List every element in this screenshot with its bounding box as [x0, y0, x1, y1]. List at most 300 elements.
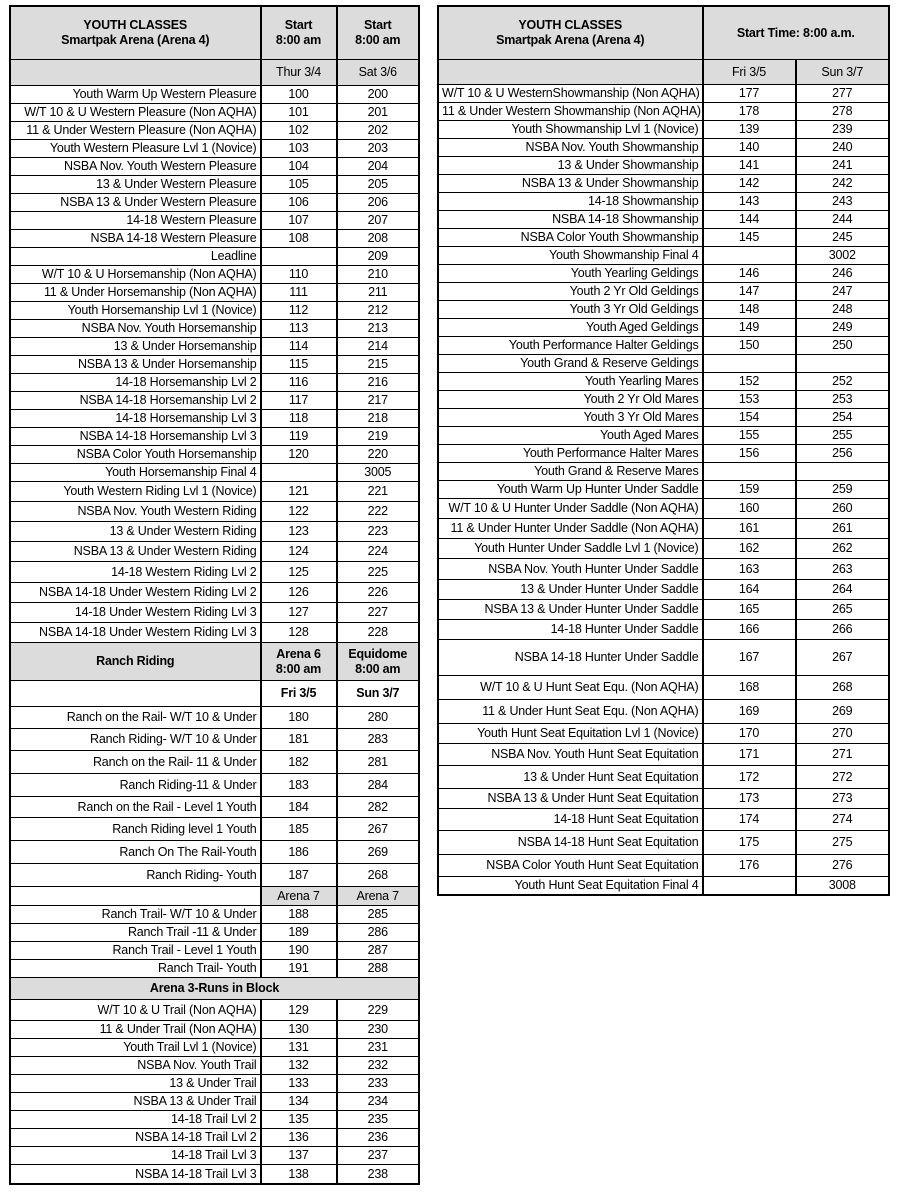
right-class-number-1: 167: [703, 640, 796, 676]
arena3-class-name: NSBA 14-18 Trail Lvl 3: [11, 1165, 261, 1184]
right-row: [439, 211, 889, 229]
arena7-blank: [11, 887, 261, 906]
right-row: [439, 391, 889, 409]
ranch-class-number-2: 284: [337, 774, 419, 797]
right-class-number-2: 262: [796, 539, 889, 559]
right-start-time: Start Time: 8:00 a.m.: [703, 7, 889, 60]
left-row: [11, 320, 419, 338]
right-row: [439, 229, 889, 247]
right-row: [439, 700, 889, 724]
arena3-class-name: NSBA 13 & Under Trail: [11, 1093, 261, 1111]
right-class-number-1: 142: [703, 175, 796, 193]
right-day2: Sun 3/7: [796, 60, 889, 85]
left-class-number-2: 210: [337, 266, 419, 284]
trail-class-name: Ranch Trail- Youth: [11, 960, 261, 978]
left-class-number-2: 203: [337, 140, 419, 158]
right-class-number-1: 160: [703, 499, 796, 519]
left-class-number-1: [261, 464, 337, 482]
ranch-row: [11, 707, 419, 729]
right-class-number-1: 177: [703, 85, 796, 103]
left-class-name: NSBA Nov. Youth Horsemanship: [11, 320, 261, 338]
left-row: [11, 583, 419, 603]
left-class-number-1: 123: [261, 522, 337, 542]
left-class-number-2: 201: [337, 104, 419, 122]
left-row: [11, 482, 419, 502]
arena3-class-name: W/T 10 & U Trail (Non AQHA): [11, 1000, 261, 1021]
left-row: [11, 194, 419, 212]
left-row: [11, 562, 419, 583]
arena3-row: [11, 1165, 419, 1184]
trail-class-number-1: 190: [261, 942, 337, 960]
arena3-class-number-2: 230: [337, 1021, 419, 1039]
left-row: [11, 464, 419, 482]
right-class-number-1: 168: [703, 676, 796, 700]
right-day-row: [439, 60, 889, 85]
right-class-number-2: 273: [796, 789, 889, 809]
right-class-number-2: 243: [796, 193, 889, 211]
right-row: [439, 265, 889, 283]
left-row: [11, 302, 419, 320]
right-class-number-1: [703, 877, 796, 895]
left-class-number-1: 108: [261, 230, 337, 248]
left-day1: Thur 3/4: [261, 60, 337, 86]
right-class-name: 13 & Under Showmanship: [439, 157, 703, 175]
arena3-class-number-1: 138: [261, 1165, 337, 1184]
arena3-class-number-1: 136: [261, 1129, 337, 1147]
right-class-name: Youth Grand & Reserve Geldings: [439, 355, 703, 373]
left-schedule-table: [10, 6, 419, 1184]
right-row: [439, 175, 889, 193]
left-class-name: NSBA 13 & Under Horsemanship: [11, 356, 261, 374]
right-row: [439, 789, 889, 809]
arena7-row: [11, 887, 419, 906]
left-class-number-2: 204: [337, 158, 419, 176]
right-class-name: Youth Hunt Seat Equitation Final 4: [439, 877, 703, 895]
right-row: [439, 319, 889, 337]
arena3-class-number-2: 236: [337, 1129, 419, 1147]
right-row: [439, 121, 889, 139]
arena3-class-number-2: 238: [337, 1165, 419, 1184]
ranch-class-number-2: 267: [337, 818, 419, 841]
left-header-title-cell: [11, 7, 261, 60]
left-row: [11, 212, 419, 230]
left-start-col1: [261, 7, 337, 60]
right-class-number-2: 270: [796, 724, 889, 744]
arena3-row: [11, 1021, 419, 1039]
right-class-name: NSBA 14-18 Hunt Seat Equitation: [439, 831, 703, 855]
arena3-class-number-2: 232: [337, 1057, 419, 1075]
right-class-name: W/T 10 & U Hunt Seat Equ. (Non AQHA): [439, 676, 703, 700]
right-row: [439, 559, 889, 580]
arena3-row: [11, 1000, 419, 1021]
trail-row: [11, 960, 419, 978]
right-class-number-1: 164: [703, 580, 796, 600]
left-class-name: NSBA Nov. Youth Western Pleasure: [11, 158, 261, 176]
right-class-number-1: 165: [703, 600, 796, 620]
left-class-name: 14-18 Horsemanship Lvl 3: [11, 410, 261, 428]
right-class-name: 14-18 Hunter Under Saddle: [439, 620, 703, 640]
right-class-number-2: 275: [796, 831, 889, 855]
ranch-class-name: Ranch on the Rail - Level 1 Youth: [11, 797, 261, 818]
trail-class-number-2: 286: [337, 924, 419, 942]
left-class-number-2: 226: [337, 583, 419, 603]
right-class-number-1: 153: [703, 391, 796, 409]
right-class-number-2: 249: [796, 319, 889, 337]
right-row: [439, 463, 889, 481]
left-class-number-1: 115: [261, 356, 337, 374]
left-row: [11, 176, 419, 194]
arena3-header-row: [11, 978, 419, 1000]
ranch-day-row: [11, 681, 419, 707]
right-row: [439, 103, 889, 121]
arena3-class-number-1: 133: [261, 1075, 337, 1093]
right-class-number-2: 246: [796, 265, 889, 283]
arena3-class-number-2: 235: [337, 1111, 419, 1129]
left-row: [11, 248, 419, 266]
left-class-name: NSBA 14-18 Western Pleasure: [11, 230, 261, 248]
right-class-number-1: 154: [703, 409, 796, 427]
arena3-class-number-1: 129: [261, 1000, 337, 1021]
left-row: [11, 104, 419, 122]
right-class-number-2: 250: [796, 337, 889, 355]
arena3-class-number-1: 135: [261, 1111, 337, 1129]
left-start-col2-bot: 8:00 am: [355, 33, 401, 47]
right-row: [439, 247, 889, 265]
ranch-day2: Sun 3/7: [337, 681, 419, 707]
arena7-col1: Arena 7: [261, 887, 337, 906]
ranch-class-name: Ranch on the Rail- W/T 10 & Under: [11, 707, 261, 729]
left-class-name: NSBA 14-18 Horsemanship Lvl 3: [11, 428, 261, 446]
right-class-number-1: 141: [703, 157, 796, 175]
right-class-name: Youth 3 Yr Old Geldings: [439, 301, 703, 319]
arena7-col2: Arena 7: [337, 887, 419, 906]
ranch-col2-line1: Equidome: [348, 646, 408, 661]
left-class-number-2: 3005: [337, 464, 419, 482]
left-class-name: NSBA 13 & Under Western Pleasure: [11, 194, 261, 212]
right-header-title-cell: [439, 7, 703, 60]
right-class-name: W/T 10 & U WesternShowmanship (Non AQHA): [439, 85, 703, 103]
left-class-number-2: 206: [337, 194, 419, 212]
trail-class-number-1: 191: [261, 960, 337, 978]
right-header-title: YOUTH CLASSES: [518, 18, 623, 32]
right-class-number-1: 173: [703, 789, 796, 809]
right-row: [439, 193, 889, 211]
left-class-number-2: 200: [337, 86, 419, 104]
ranch-col2: [337, 643, 419, 681]
left-row: [11, 356, 419, 374]
ranch-class-number-2: 283: [337, 729, 419, 751]
right-class-number-1: 148: [703, 301, 796, 319]
arena3-class-number-2: 237: [337, 1147, 419, 1165]
left-class-name: NSBA Nov. Youth Western Riding: [11, 502, 261, 522]
ranch-day1: Fri 3/5: [261, 681, 337, 707]
ranch-row: [11, 841, 419, 864]
right-row: [439, 580, 889, 600]
ranch-class-name: Ranch Riding- W/T 10 & Under: [11, 729, 261, 751]
trail-class-number-1: 188: [261, 906, 337, 924]
right-class-name: 11 & Under Western Showmanship (Non AQHA): [439, 103, 703, 121]
left-class-name: 14-18 Western Pleasure: [11, 212, 261, 230]
right-class-number-2: 276: [796, 855, 889, 877]
left-class-name: NSBA 14-18 Under Western Riding Lvl 2: [11, 583, 261, 603]
right-class-number-2: 271: [796, 744, 889, 766]
left-class-name: NSBA Color Youth Horsemanship: [11, 446, 261, 464]
right-class-number-2: 242: [796, 175, 889, 193]
right-class-number-2: 268: [796, 676, 889, 700]
left-header-arena: Smartpak Arena (Arena 4): [61, 33, 210, 47]
right-row: [439, 481, 889, 499]
left-class-number-1: 121: [261, 482, 337, 502]
right-row: [439, 877, 889, 895]
right-class-name: 11 & Under Hunt Seat Equ. (Non AQHA): [439, 700, 703, 724]
right-class-number-2: 266: [796, 620, 889, 640]
left-start-col2-top: Start: [364, 18, 392, 32]
left-row: [11, 542, 419, 562]
right-row: [439, 600, 889, 620]
left-row: [11, 266, 419, 284]
right-class-name: Youth Yearling Mares: [439, 373, 703, 391]
left-class-number-2: 213: [337, 320, 419, 338]
right-class-name: Youth Hunt Seat Equitation Lvl 1 (Novice): [439, 724, 703, 744]
right-class-name: 13 & Under Hunter Under Saddle: [439, 580, 703, 600]
left-start-col1-bot: 8:00 am: [275, 33, 322, 47]
ranch-class-number-1: 180: [261, 707, 337, 729]
left-class-name: W/T 10 & U Horsemanship (Non AQHA): [11, 266, 261, 284]
arena3-title: Arena 3-Runs in Block: [11, 978, 419, 1000]
left-class-name: Youth Horsemanship Final 4: [11, 464, 261, 482]
arena3-class-name: 11 & Under Trail (Non AQHA): [11, 1021, 261, 1039]
ranch-title: Ranch Riding: [11, 643, 261, 681]
left-row: [11, 284, 419, 302]
right-class-name: Youth Performance Halter Geldings: [439, 337, 703, 355]
right-class-number-1: 174: [703, 809, 796, 831]
right-class-number-2: 263: [796, 559, 889, 580]
left-class-number-2: 224: [337, 542, 419, 562]
right-class-number-1: 162: [703, 539, 796, 559]
left-class-name: Leadline: [11, 248, 261, 266]
left-class-number-1: 128: [261, 623, 337, 643]
right-class-number-1: 149: [703, 319, 796, 337]
right-class-name: Youth Grand & Reserve Mares: [439, 463, 703, 481]
trail-class-number-2: 288: [337, 960, 419, 978]
ranch-class-name: Ranch on the Rail- 11 & Under: [11, 751, 261, 774]
left-class-number-2: 215: [337, 356, 419, 374]
right-class-number-1: 166: [703, 620, 796, 640]
left-class-number-2: 219: [337, 428, 419, 446]
right-class-number-2: 264: [796, 580, 889, 600]
right-row: [439, 724, 889, 744]
trail-class-number-1: 189: [261, 924, 337, 942]
left-class-number-1: 127: [261, 603, 337, 623]
left-row: [11, 140, 419, 158]
left-class-number-1: 113: [261, 320, 337, 338]
left-class-number-1: 120: [261, 446, 337, 464]
right-day1: Fri 3/5: [703, 60, 796, 85]
left-class-number-1: [261, 248, 337, 266]
arena3-row: [11, 1039, 419, 1057]
left-class-number-1: 112: [261, 302, 337, 320]
arena3-row: [11, 1111, 419, 1129]
left-class-number-1: 118: [261, 410, 337, 428]
right-row: [439, 409, 889, 427]
trail-class-name: Ranch Trail - Level 1 Youth: [11, 942, 261, 960]
left-row: [11, 392, 419, 410]
right-row: [439, 744, 889, 766]
left-class-name: NSBA 13 & Under Western Riding: [11, 542, 261, 562]
left-class-number-1: 106: [261, 194, 337, 212]
right-class-name: Youth Aged Geldings: [439, 319, 703, 337]
left-class-number-2: 202: [337, 122, 419, 140]
ranch-class-name: Ranch Riding level 1 Youth: [11, 818, 261, 841]
left-class-number-1: 103: [261, 140, 337, 158]
left-row: [11, 86, 419, 104]
right-row: [439, 445, 889, 463]
right-class-number-2: 244: [796, 211, 889, 229]
right-class-name: NSBA Nov. Youth Hunter Under Saddle: [439, 559, 703, 580]
left-class-number-2: 212: [337, 302, 419, 320]
left-row: [11, 603, 419, 623]
ranch-class-number-2: 280: [337, 707, 419, 729]
right-class-number-1: 144: [703, 211, 796, 229]
right-class-number-1: 170: [703, 724, 796, 744]
left-class-number-1: 117: [261, 392, 337, 410]
left-class-name: 14-18 Under Western Riding Lvl 3: [11, 603, 261, 623]
left-row: [11, 374, 419, 392]
right-class-number-2: 272: [796, 766, 889, 789]
right-class-number-2: 278: [796, 103, 889, 121]
ranch-class-name: Ranch Riding- Youth: [11, 864, 261, 887]
left-class-name: Youth Horsemanship Lvl 1 (Novice): [11, 302, 261, 320]
right-class-name: Youth Yearling Geldings: [439, 265, 703, 283]
right-row: [439, 499, 889, 519]
left-row: [11, 122, 419, 140]
right-class-number-1: 139: [703, 121, 796, 139]
left-class-number-1: 111: [261, 284, 337, 302]
ranch-col1: [261, 643, 337, 681]
right-row: [439, 640, 889, 676]
right-class-number-1: 159: [703, 481, 796, 499]
right-class-name: NSBA 13 & Under Hunt Seat Equitation: [439, 789, 703, 809]
left-class-number-1: 104: [261, 158, 337, 176]
trail-row: [11, 942, 419, 960]
arena3-row: [11, 1093, 419, 1111]
left-class-number-2: 220: [337, 446, 419, 464]
right-row: [439, 373, 889, 391]
right-class-name: NSBA Nov. Youth Showmanship: [439, 139, 703, 157]
right-row: [439, 766, 889, 789]
left-class-number-2: 209: [337, 248, 419, 266]
arena3-row: [11, 1147, 419, 1165]
left-class-name: Youth Western Pleasure Lvl 1 (Novice): [11, 140, 261, 158]
right-class-number-1: 152: [703, 373, 796, 391]
left-class-number-1: 110: [261, 266, 337, 284]
left-class-number-1: 125: [261, 562, 337, 583]
right-row: [439, 157, 889, 175]
right-class-name: Youth Warm Up Hunter Under Saddle: [439, 481, 703, 499]
right-class-number-2: 260: [796, 499, 889, 519]
trail-class-name: Ranch Trail- W/T 10 & Under: [11, 906, 261, 924]
left-class-number-2: 214: [337, 338, 419, 356]
ranch-col1-line1: Arena 6: [276, 646, 321, 661]
trail-class-name: Ranch Trail -11 & Under: [11, 924, 261, 942]
ranch-row: [11, 864, 419, 887]
right-class-number-2: 269: [796, 700, 889, 724]
right-class-number-2: 259: [796, 481, 889, 499]
left-row: [11, 428, 419, 446]
arena3-class-name: 13 & Under Trail: [11, 1075, 261, 1093]
right-class-name: NSBA Color Youth Hunt Seat Equitation: [439, 855, 703, 877]
right-class-name: Youth Hunter Under Saddle Lvl 1 (Novice): [439, 539, 703, 559]
right-class-name: 14-18 Hunt Seat Equitation: [439, 809, 703, 831]
right-class-number-2: 239: [796, 121, 889, 139]
left-class-number-1: 122: [261, 502, 337, 522]
left-row: [11, 410, 419, 428]
left-class-name: NSBA 14-18 Under Western Riding Lvl 3: [11, 623, 261, 643]
arena3-class-number-2: 234: [337, 1093, 419, 1111]
ranch-class-name: Ranch On The Rail-Youth: [11, 841, 261, 864]
right-class-number-1: [703, 355, 796, 373]
left-class-number-1: 107: [261, 212, 337, 230]
left-class-name: 11 & Under Horsemanship (Non AQHA): [11, 284, 261, 302]
right-row: [439, 85, 889, 103]
right-row: [439, 139, 889, 157]
ranch-row: [11, 774, 419, 797]
right-class-number-2: 253: [796, 391, 889, 409]
right-class-number-2: 267: [796, 640, 889, 676]
left-class-name: 13 & Under Horsemanship: [11, 338, 261, 356]
right-class-number-1: 140: [703, 139, 796, 157]
ranch-class-number-2: 281: [337, 751, 419, 774]
ranch-row: [11, 751, 419, 774]
left-row: [11, 338, 419, 356]
right-class-name: NSBA 13 & Under Hunter Under Saddle: [439, 600, 703, 620]
right-class-number-2: 265: [796, 600, 889, 620]
right-class-name: W/T 10 & U Hunter Under Saddle (Non AQHA): [439, 499, 703, 519]
arena3-class-name: 14-18 Trail Lvl 3: [11, 1147, 261, 1165]
right-row: [439, 301, 889, 319]
arena3-class-number-2: 233: [337, 1075, 419, 1093]
ranch-class-number-1: 182: [261, 751, 337, 774]
ranch-class-number-2: 282: [337, 797, 419, 818]
arena3-class-number-1: 131: [261, 1039, 337, 1057]
left-class-name: 14-18 Western Riding Lvl 2: [11, 562, 261, 583]
ranch-class-number-2: 268: [337, 864, 419, 887]
left-class-number-1: 101: [261, 104, 337, 122]
right-class-name: 14-18 Showmanship: [439, 193, 703, 211]
right-schedule-table: [438, 6, 889, 895]
left-day-blank: [11, 60, 261, 86]
left-class-name: W/T 10 & U Western Pleasure (Non AQHA): [11, 104, 261, 122]
left-class-name: Youth Western Riding Lvl 1 (Novice): [11, 482, 261, 502]
left-class-name: 13 & Under Western Pleasure: [11, 176, 261, 194]
right-class-number-2: 261: [796, 519, 889, 539]
trail-class-number-2: 285: [337, 906, 419, 924]
right-class-name: Youth Showmanship Lvl 1 (Novice): [439, 121, 703, 139]
left-class-number-1: 126: [261, 583, 337, 603]
trail-row: [11, 924, 419, 942]
arena3-class-number-2: 231: [337, 1039, 419, 1057]
left-row: [11, 446, 419, 464]
right-class-name: NSBA Nov. Youth Hunt Seat Equitation: [439, 744, 703, 766]
right-class-name: Youth 2 Yr Old Mares: [439, 391, 703, 409]
right-class-number-2: [796, 355, 889, 373]
right-class-number-2: 277: [796, 85, 889, 103]
ranch-class-name: Ranch Riding-11 & Under: [11, 774, 261, 797]
ranch-class-number-1: 183: [261, 774, 337, 797]
left-row: [11, 158, 419, 176]
right-class-number-1: [703, 247, 796, 265]
right-class-number-1: 171: [703, 744, 796, 766]
